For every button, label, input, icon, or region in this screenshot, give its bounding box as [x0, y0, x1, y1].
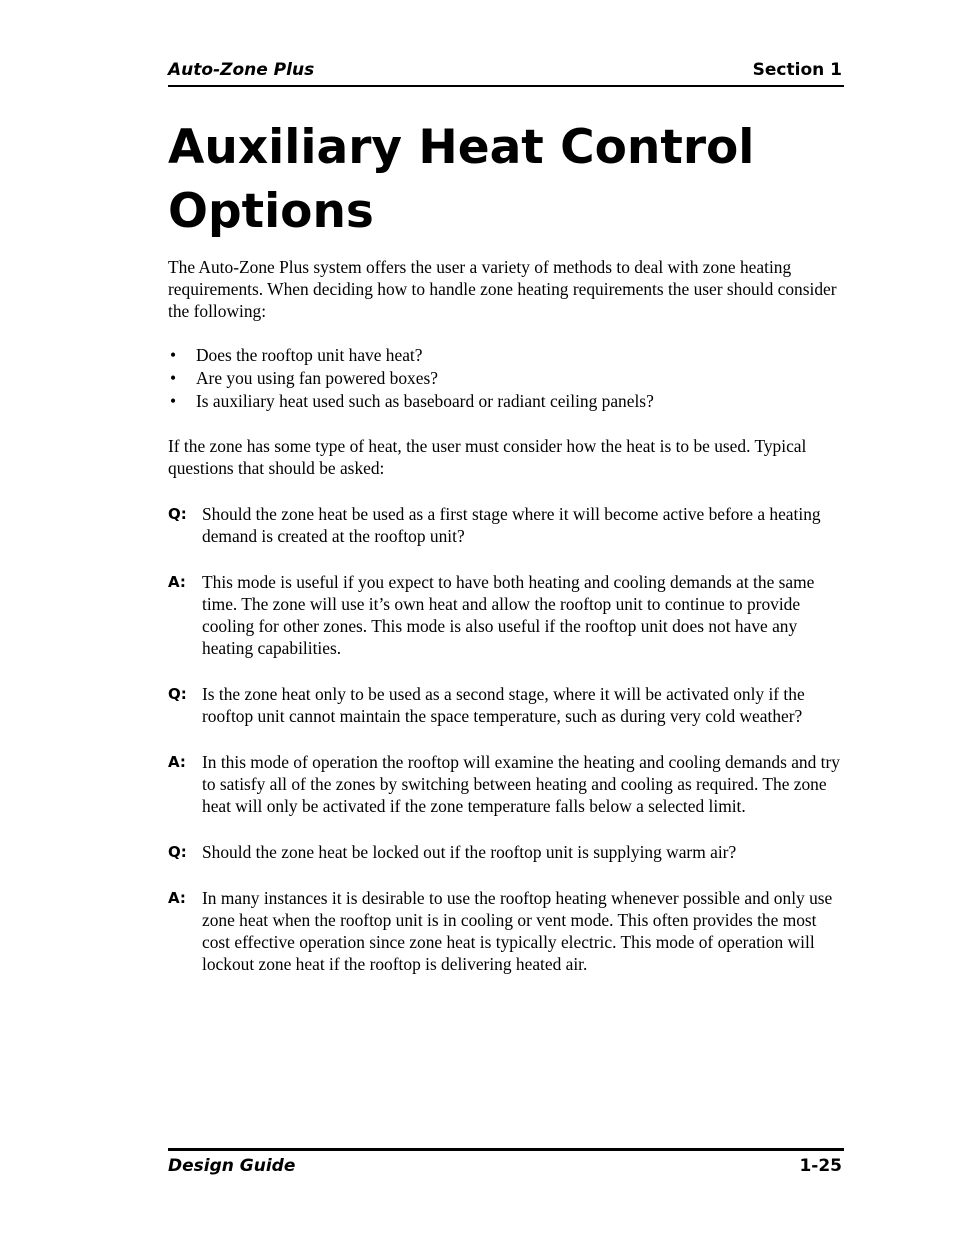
list-item-text: Does the rooftop unit have heat?	[196, 345, 423, 365]
footer-page-number: 1-25	[799, 1156, 842, 1176]
qa-text: Is the zone heat only to be used as a second stage, where it will be activated only if the rooftop unit cannot maintain the space temperature, such as during very cold weather?	[202, 684, 805, 726]
qa-text: In many instances it is desirable to use the rooftop heating whenever possible and only use zone heat when the rooftop unit is in cooling or vent mode. This often provides the most cost effective operation since zone heat is typically electric. This mode of operation will lockout zone heat if the rooftop is delivering heated air.	[202, 888, 833, 974]
qa-label: A:	[168, 753, 186, 771]
bullet-icon: •	[170, 391, 177, 411]
page-footer	[168, 1148, 844, 1181]
header-section-label: Section 1	[752, 60, 842, 80]
qa-text: Should the zone heat be used as a first stage where it will become active before a heating demand is created at the rooftop unit?	[202, 504, 821, 546]
qa-item-question-3	[168, 841, 844, 863]
list-item-text: Are you using fan powered boxes?	[196, 368, 438, 388]
qa-label: Q:	[168, 505, 187, 523]
list-item	[168, 367, 844, 390]
qa-text: This mode is useful if you expect to have both heating and cooling demands at the same time. The zone will use it’s own heat and allow the rooftop unit to continue to provide cooling for other zones. This mode is also useful if the rooftop unit does not have any heating capabilities.	[202, 572, 815, 658]
list-item	[168, 390, 844, 413]
considerations-list	[168, 344, 844, 413]
qa-text: Should the zone heat be locked out if the rooftop unit is supplying warm air?	[202, 842, 737, 862]
qa-item-question-1	[168, 503, 844, 547]
qa-label: Q:	[168, 843, 187, 861]
document-body	[168, 256, 844, 999]
qa-item-answer-3	[168, 887, 844, 975]
qa-label: A:	[168, 889, 186, 907]
qa-item-question-2	[168, 683, 844, 727]
list-item	[168, 344, 844, 367]
qa-label: A:	[168, 573, 186, 591]
qa-item-answer-2	[168, 751, 844, 817]
bullet-icon: •	[170, 368, 177, 388]
qa-label: Q:	[168, 685, 187, 703]
intro-paragraph: The Auto-Zone Plus system offers the user a variety of methods to deal with zone heating requirements. When deciding how to handle zone heating requirements the user should consider the following:	[168, 257, 837, 321]
questions-intro-paragraph: If the zone has some type of heat, the user must consider how the heat is to be used. Typical questions that should be asked:	[168, 436, 807, 478]
footer-document-name: Design Guide	[168, 1156, 296, 1176]
header-product-name: Auto-Zone Plus	[168, 60, 315, 80]
bullet-icon: •	[170, 345, 177, 365]
document-page	[168, 0, 844, 1235]
page-title: Auxiliary Heat Control Options	[168, 120, 755, 239]
qa-text: In this mode of operation the rooftop will examine the heating and cooling demands and try to satisfy all of the zones by switching between heating and cooling as required. The zone heat will only be activated if the zone temperature falls below a selected limit.	[202, 752, 840, 816]
list-item-text: Is auxiliary heat used such as baseboard or radiant ceiling panels?	[196, 391, 654, 411]
page-header	[168, 58, 844, 87]
qa-item-answer-1	[168, 571, 844, 659]
